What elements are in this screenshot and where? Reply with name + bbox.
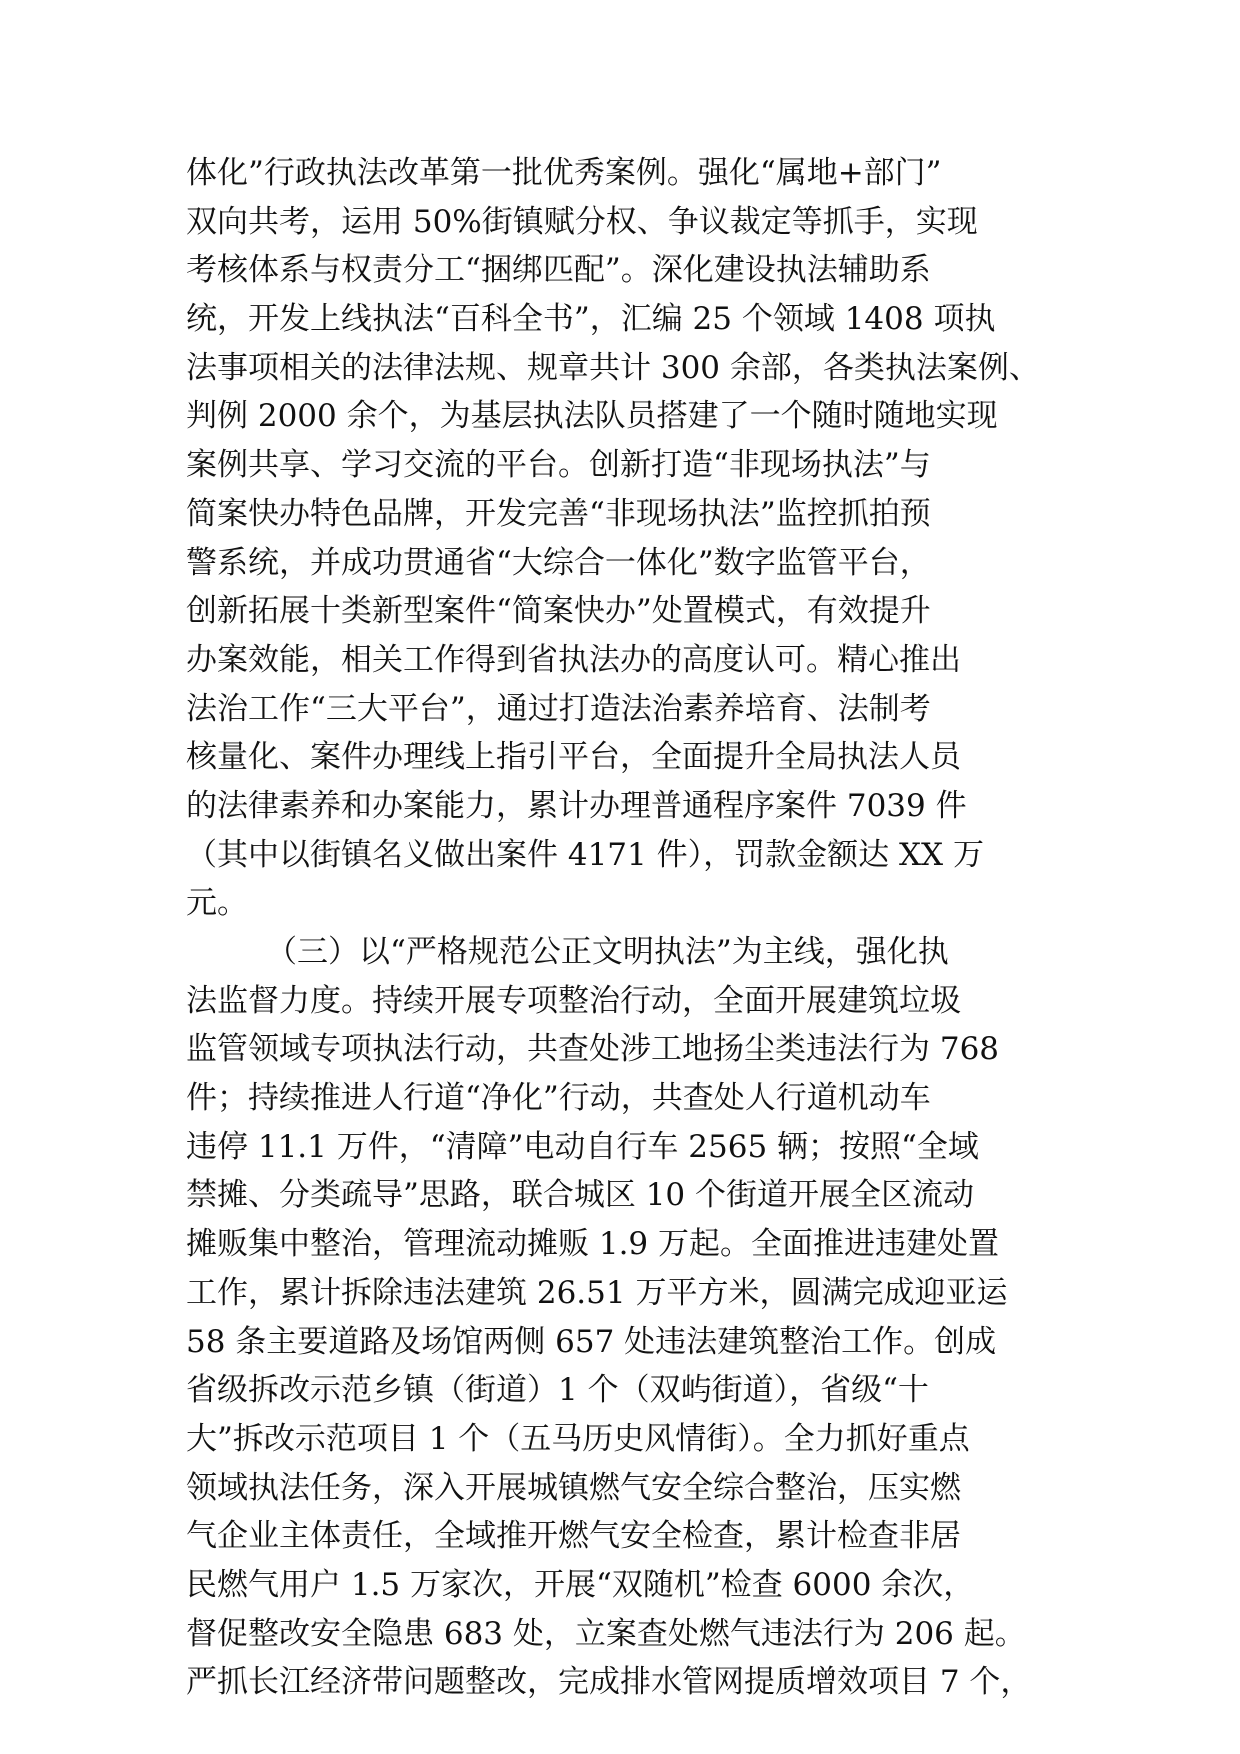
text-line: 办案效能，相关工作得到省执法办的高度认可。精心推出 (186, 641, 961, 678)
text-line: 核量化、案件办理线上指引平台，全面提升全局执法人员 (186, 739, 961, 776)
text-line: 摊贩集中整治，管理流动摊贩 1.9 万起。全面推进违建处置 (186, 1226, 1000, 1263)
text-line: 创新拓展十类新型案件“简案快办”处置模式，有效提升 (186, 593, 931, 630)
text-line: 法事项相关的法律法规、规章共计 300 余部，各类执法案例、 (186, 349, 1040, 386)
text-line: 判例 2000 余个，为基层执法队员搭建了一个随时随地实现 (186, 398, 998, 435)
text-line: 禁摊、分类疏导”思路，联合城区 10 个街道开展全区流动 (186, 1177, 974, 1214)
text-line: 考核体系与权责分工“捆绑匹配”。深化建设执法辅助系 (186, 252, 931, 289)
text-line: 件；持续推进人行道“净化”行动，共查处人行道机动车 (186, 1080, 931, 1117)
text-line: 的法律素养和办案能力，累计办理普通程序案件 7039 件 (186, 787, 967, 824)
section-heading-line: （三）以“严格规范公正文明执法”为主线，强化执 (266, 934, 949, 970)
text-line: 法监督力度。持续开展专项整治行动，全面开展建筑垃圾 (186, 982, 961, 1019)
text-line: 统，开发上线执法“百科全书”，汇编 25 个领域 1408 项执 (186, 301, 996, 338)
body-text (186, 149, 1086, 1707)
text-line: 大”拆改示范项目 1 个（五马历史风情街）。全力抓好重点 (186, 1420, 970, 1457)
text-line: 民燃气用户 1.5 万家次，开展“双随机”检查 6000 余次， (186, 1566, 975, 1603)
text-line: 案例共享、学习交流的平台。创新打造“非现场执法”与 (186, 447, 931, 484)
text-line: 双向共考，运用 50%街镇赋分权、争议裁定等抓手，实现 (186, 203, 978, 240)
text-line: 元。 (186, 885, 248, 922)
text-line: 领域执法任务，深入开展城镇燃气安全综合整治，压实燃 (186, 1469, 961, 1506)
text-line: （其中以街镇名义做出案件 4171 件），罚款金额达 XX 万 (186, 836, 984, 873)
text-line: 工作，累计拆除违法建筑 26.51 万平方米，圆满完成迎亚运 (186, 1274, 1008, 1311)
text-line: 气企业主体责任，全域推开燃气安全检查，累计检查非居 (186, 1518, 961, 1555)
text-line: 监管领域专项执法行动，共查处涉工地扬尘类违法行为 768 (186, 1031, 1000, 1068)
text-line: 警系统，并成功贯通省“大综合一体化”数字监管平台， (186, 544, 931, 581)
text-line: 违停 11.1 万件，“清障”电动自行车 2565 辆；按照“全域 (186, 1128, 979, 1165)
text-line: 督促整改安全隐患 683 处，立案查处燃气违法行为 206 起。 (186, 1615, 1026, 1652)
text-line: 简案快办特色品牌，开发完善“非现场执法”监控抓拍预 (186, 495, 931, 532)
text-line: 省级拆改示范乡镇（街道）1 个（双屿街道），省级“十 (186, 1372, 929, 1409)
text-line: 58 条主要道路及场馆两侧 657 处违法建筑整治工作。创成 (186, 1323, 997, 1360)
text-line: 体化”行政执法改革第一批优秀案例。强化“属地+部门” (186, 155, 942, 191)
text-line: 严抓长江经济带问题整改，完成排水管网提质增效项目 7 个， (186, 1664, 1032, 1701)
text-line: 法治工作“三大平台”，通过打造法治素养培育、法制考 (186, 690, 931, 727)
